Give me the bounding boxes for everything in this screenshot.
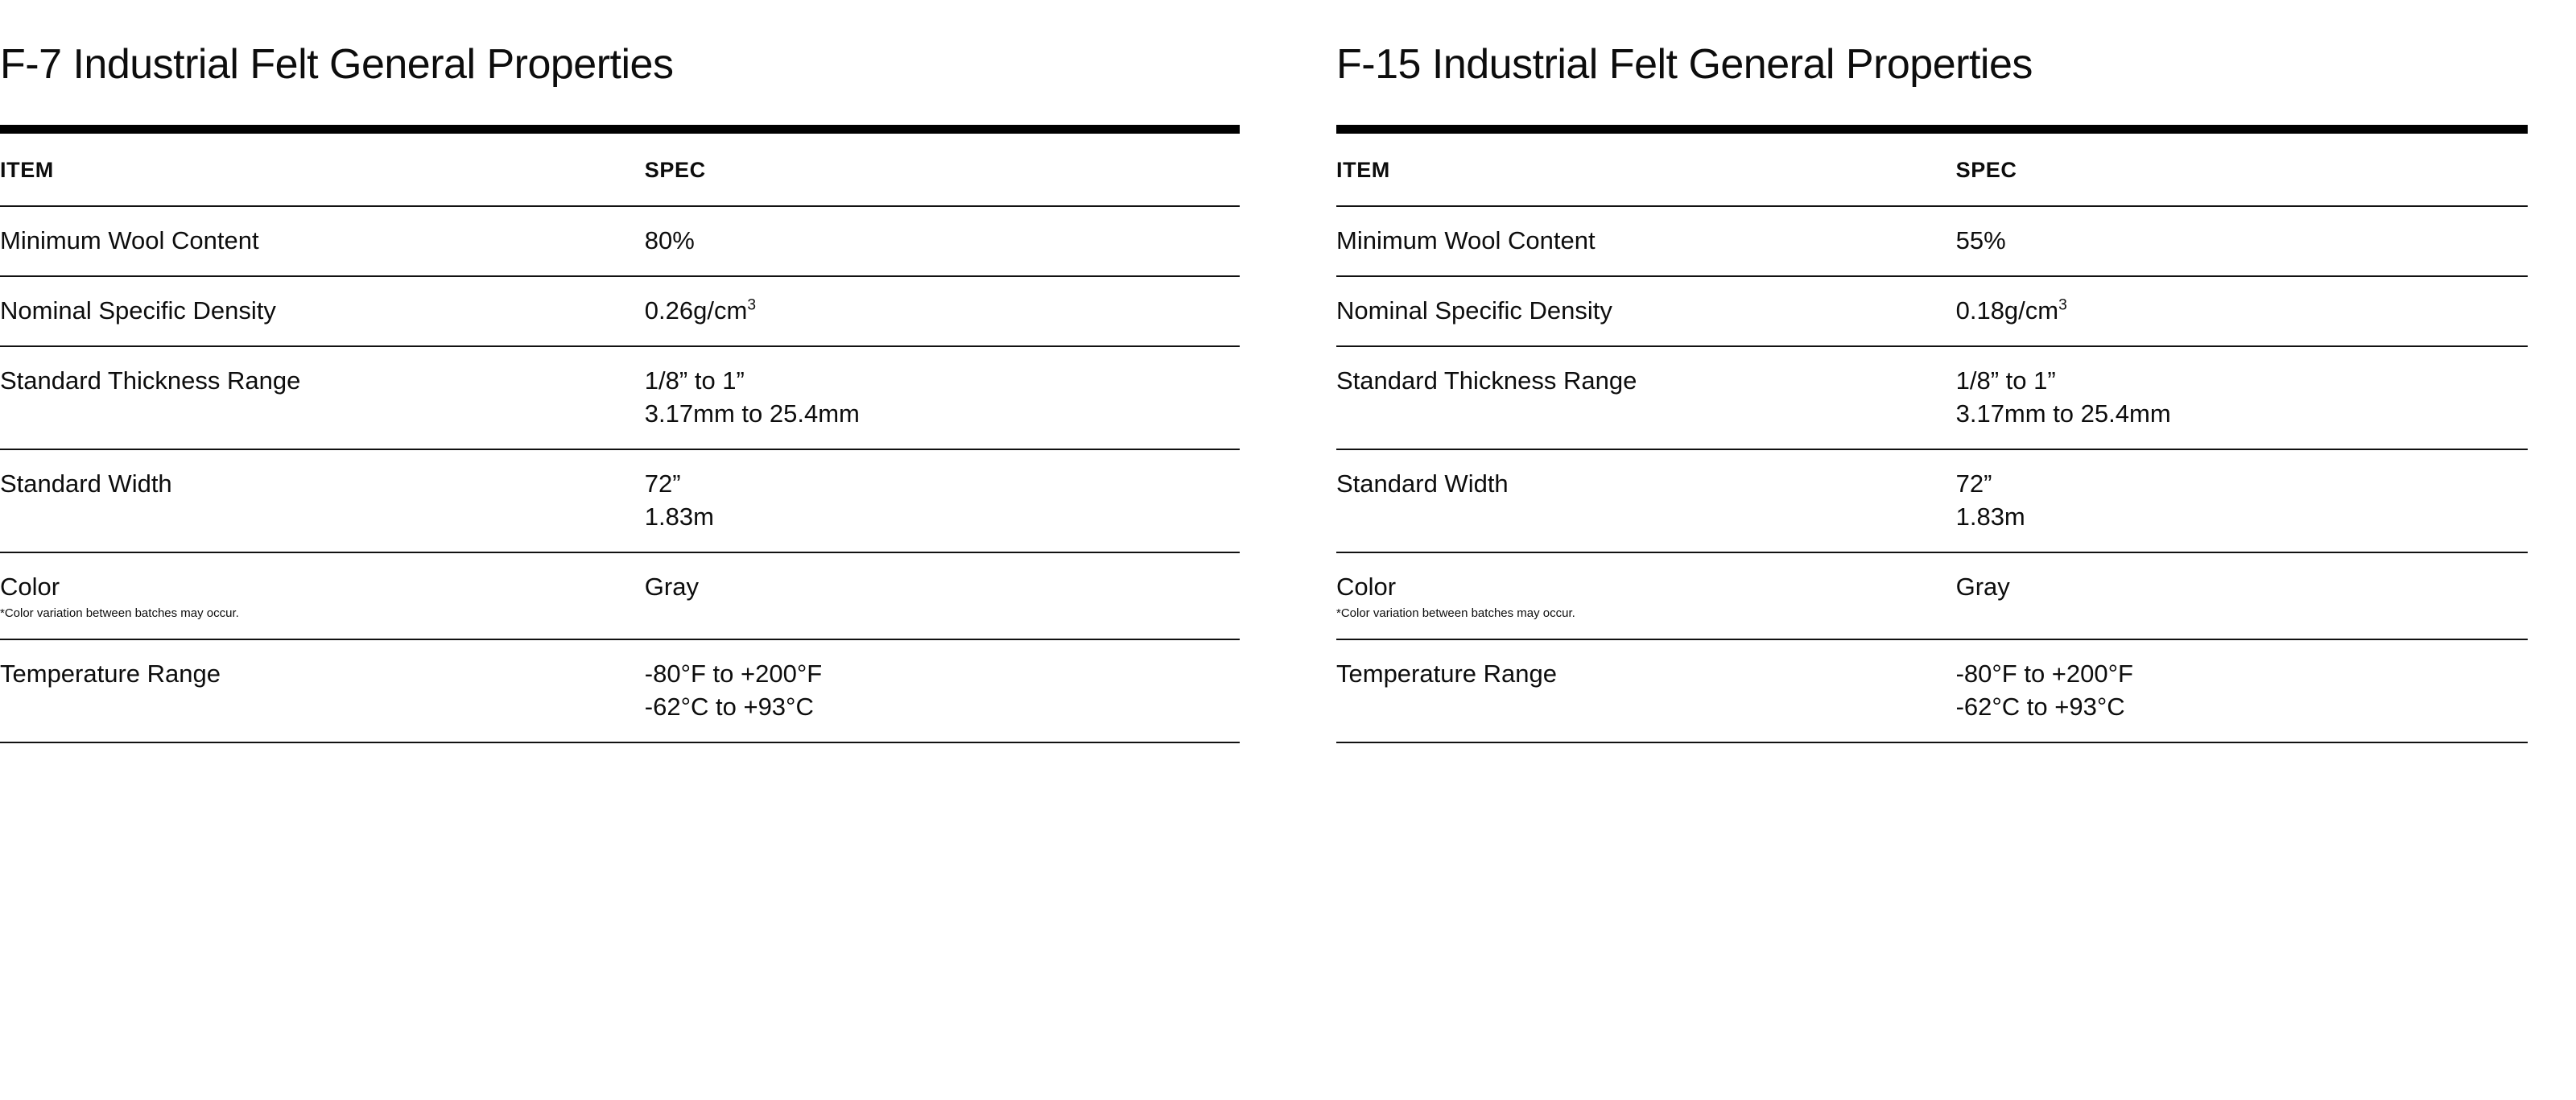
page-title-f7: F-7 Industrial Felt General Properties [0, 41, 674, 88]
spec-table-f15 [1336, 134, 2528, 743]
cell-item [0, 552, 645, 639]
item-label: Standard Thickness Range [0, 366, 301, 395]
item-label: Temperature Range [1336, 660, 1557, 689]
table-header-row [0, 134, 1240, 206]
cell-item [0, 449, 645, 552]
spec-value: 1/8” to 1” [644, 366, 745, 395]
cell-item [1336, 346, 1956, 449]
spec-value: 55% [1955, 226, 2006, 255]
spec-value: 72” [644, 469, 681, 498]
heavy-rule-icon [1336, 125, 2528, 134]
item-footnote: *Color variation between batches may occur. [1336, 606, 1575, 620]
cell-spec [1956, 346, 2528, 449]
table-row [0, 552, 1240, 639]
table-row [1336, 552, 2528, 639]
column-header-spec: SPEC [645, 134, 1240, 206]
cell-spec [645, 206, 1240, 276]
item-label: Color [1336, 572, 1397, 601]
table-row [0, 276, 1240, 346]
cell-item [0, 276, 645, 346]
table-top-rule-f15 [1336, 125, 2528, 134]
cell-spec [1956, 449, 2528, 552]
item-label: Color [0, 572, 60, 601]
cell-item [1336, 276, 1956, 346]
cell-spec [645, 346, 1240, 449]
item-footnote: *Color variation between batches may occur. [0, 606, 239, 620]
cell-spec [645, 449, 1240, 552]
spec-value: Gray [1955, 572, 2010, 601]
spec-value: 0.18g/cm [1955, 296, 2059, 325]
cell-item [1336, 449, 1956, 552]
item-label: Temperature Range [0, 660, 221, 689]
spec-table-panel-f15 [1288, 42, 2576, 1100]
item-label: Standard Thickness Range [1336, 366, 1637, 395]
cell-item [0, 346, 645, 449]
heavy-rule-icon [0, 125, 1240, 134]
item-label: Standard Width [0, 469, 172, 498]
cell-item [1336, 552, 1956, 639]
table-top-rule-f7 [0, 125, 1240, 134]
table-row [0, 639, 1240, 742]
cell-spec [1956, 552, 2528, 639]
spec-value: 80% [644, 226, 695, 255]
spec-value: Gray [644, 572, 699, 601]
spec-value: 72” [1955, 469, 1992, 498]
table-row [1336, 206, 2528, 276]
table-row [0, 206, 1240, 276]
cell-spec [645, 552, 1240, 639]
spec-value-secondary: 1.83m [644, 502, 714, 531]
cell-spec [1956, 639, 2528, 742]
spec-value-secondary: -62°C to +93°C [644, 692, 814, 721]
table-row [1336, 346, 2528, 449]
cell-item [0, 639, 645, 742]
cell-spec [1956, 206, 2528, 276]
spec-value: 0.26g/cm [644, 296, 748, 325]
column-header-item: ITEM [1336, 134, 1956, 206]
table-row [1336, 639, 2528, 742]
cell-item [0, 206, 645, 276]
spec-value-secondary: -62°C to +93°C [1955, 692, 2125, 721]
table-row [1336, 276, 2528, 346]
spec-value-secondary: 1.83m [1955, 502, 2025, 531]
cell-spec [645, 639, 1240, 742]
item-label: Standard Width [1336, 469, 1509, 498]
spec-table-panel-f7 [0, 42, 1288, 1100]
item-label: Minimum Wool Content [0, 226, 259, 255]
cell-item [1336, 206, 1956, 276]
spec-value-secondary: 3.17mm to 25.4mm [644, 399, 860, 428]
spec-value: 1/8” to 1” [1955, 366, 2056, 395]
spec-superscript: 3 [747, 296, 756, 314]
cell-spec [1956, 276, 2528, 346]
table-header-row [1336, 134, 2528, 206]
item-label: Nominal Specific Density [0, 296, 276, 325]
cell-spec [645, 276, 1240, 346]
spec-value-secondary: 3.17mm to 25.4mm [1955, 399, 2171, 428]
table-row [1336, 449, 2528, 552]
spec-value: -80°F to +200°F [1955, 660, 2133, 689]
cell-item [1336, 639, 1956, 742]
item-label: Minimum Wool Content [1336, 226, 1596, 255]
column-header-spec: SPEC [1956, 134, 2528, 206]
column-header-item: ITEM [0, 134, 645, 206]
item-label: Nominal Specific Density [1336, 296, 1612, 325]
spec-table-f7 [0, 134, 1240, 743]
table-row [0, 346, 1240, 449]
page-title-f15: F-15 Industrial Felt General Properties [1336, 41, 2033, 88]
spec-superscript: 3 [2058, 296, 2067, 314]
table-row [0, 449, 1240, 552]
spec-value: -80°F to +200°F [644, 660, 823, 689]
